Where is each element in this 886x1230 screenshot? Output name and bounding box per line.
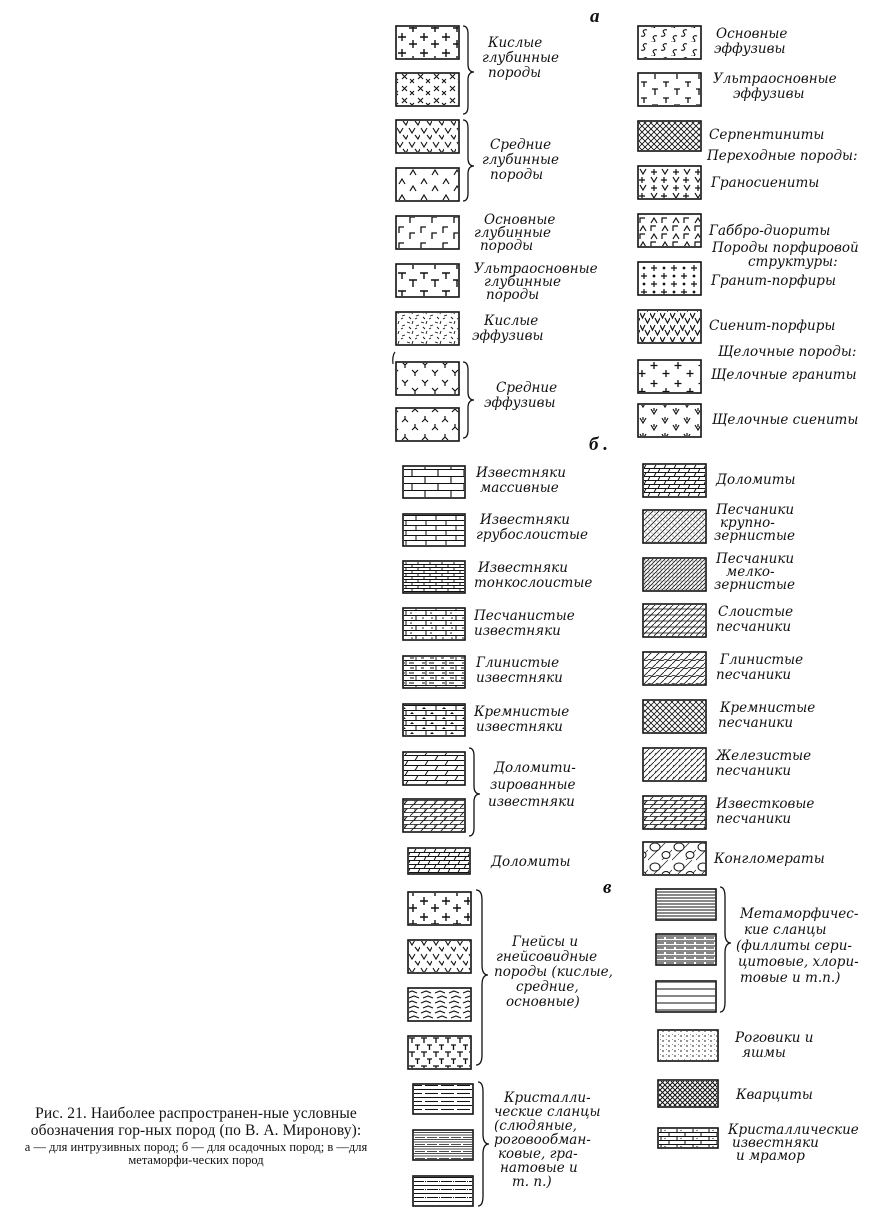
label-basic-intrusive: Основные глубинные породы <box>474 212 556 254</box>
swatch-alkaline-granite <box>638 360 701 393</box>
swatch-clayey-limestone <box>403 656 465 688</box>
label-transitional-rocks: Переходные породы: <box>707 148 858 164</box>
swatch-intermediate-intrusive-1 <box>396 120 459 153</box>
swatch-sandstone-fine <box>643 558 706 591</box>
label-acid-intrusive: Кислые глубинные породы <box>482 35 559 81</box>
label-limestone-massive: Известняки массивные <box>476 465 566 496</box>
label-sandy-limestone: Песчанистые известняки <box>474 608 575 639</box>
label-sandstone-fine: Песчаники мелко-зернистые <box>714 551 795 593</box>
swatch-metamorphic-schist-3 <box>656 981 716 1012</box>
swatch-quartzite <box>658 1080 718 1107</box>
label-alkaline-syenite: Щелочные сиениты <box>712 412 859 428</box>
swatch-gneiss-1 <box>408 892 471 925</box>
section-a-letter: а <box>590 6 600 27</box>
label-siliceous-limestone: Кремнистые известняки <box>474 704 570 735</box>
swatch-dolomitized-limestone-2 <box>403 799 465 832</box>
swatch-alkaline-syenite <box>638 404 701 437</box>
brace-intermediate-intrusive <box>463 120 474 201</box>
label-sandstone-bedded: Слоистые песчаники <box>716 604 794 635</box>
swatch-sandstone-bedded <box>643 604 706 637</box>
label-basic-effusive: Основные эффузивы <box>714 26 788 57</box>
swatch-gneiss-4 <box>408 1036 471 1069</box>
brace-intermediate-effusive <box>463 362 474 438</box>
brace-gneiss <box>476 890 488 1065</box>
swatch-metamorphic-schist-1 <box>656 889 716 920</box>
swatch-hornfels <box>658 1030 718 1061</box>
label-quartzite: Кварциты <box>736 1087 813 1103</box>
label-dolomite-left: Доломиты <box>491 854 571 870</box>
swatch-crystalline-schist-1 <box>413 1084 473 1114</box>
label-metamorphic-schist: Метаморфичес-кие сланцы (филлиты сери-цитовые, хлори-товые и т.п.) <box>736 906 859 986</box>
label-marble: Кристаллические известняки и мрамор <box>728 1122 859 1164</box>
swatch-limestone-coarse-bedded <box>403 514 465 546</box>
label-limestone-thin-bedded: Известняки тонкослоистые <box>474 560 593 591</box>
swatch-ultrabasic-intrusive <box>396 264 459 297</box>
swatch-dolomite-left <box>408 848 470 874</box>
swatch-limestone-thin-bedded <box>403 561 465 593</box>
swatch-sandstone-coarse <box>643 510 706 543</box>
label-hornfels: Роговики и яшмы <box>735 1030 814 1061</box>
swatch-basic-intrusive <box>396 216 459 249</box>
figure-caption <box>22 1105 370 1167</box>
label-porphyritic-rocks: Породы порфировой структуры: <box>712 240 859 270</box>
swatch-gneiss-2 <box>408 940 471 973</box>
label-granosyenite: Граносиениты <box>711 175 820 191</box>
section-b-letter: б . <box>589 434 608 455</box>
caption-subtitle: а — для интрузивных пород; б — для осадочных пород; в —для метаморфи-ческих пород <box>24 1140 368 1167</box>
swatch-granosyenite <box>638 166 701 199</box>
label-ultrabasic-intrusive: Ультраосновные глубинные породы <box>474 261 598 303</box>
swatch-basic-effusive <box>638 26 701 59</box>
label-serpentinite: Серпентиниты <box>709 127 825 143</box>
label-sandstone-clayey: Глинистые песчаники <box>716 652 804 683</box>
label-limestone-coarse-bedded: Известняки грубослоистые <box>476 512 588 543</box>
swatch-crystalline-schist-2 <box>413 1130 473 1160</box>
swatch-gneiss-3 <box>408 988 471 1021</box>
label-dolomitized-limestone: Доломити-зированные известняки <box>488 760 576 810</box>
brace-acid-intrusive <box>463 26 474 114</box>
brace-crystalline-schist <box>478 1082 489 1206</box>
label-sandstone-siliceous: Кремнистые песчаники <box>718 700 816 731</box>
swatch-acid-effusive <box>396 312 459 345</box>
swatch-dolomite-right <box>643 464 706 497</box>
label-syenite-porphyry: Сиенит-порфиры <box>709 318 836 334</box>
label-gneiss: Гнейсы и гнейсовидные породы (кислые, средние, основные) <box>494 934 613 1010</box>
label-sandstone-ferruginous: Железистые песчаники <box>716 748 812 779</box>
swatch-acid-intrusive-1 <box>396 26 459 59</box>
label-crystalline-schist: Кристалли-ческие сланцы (слюдяные, роговообман-ковые, гра-натовые и т. п.) <box>494 1090 601 1190</box>
swatch-limestone-massive <box>403 466 465 498</box>
swatch-granite-porphyry <box>638 262 701 295</box>
swatch-conglomerate <box>643 842 706 875</box>
swatch-sandstone-calcareous <box>643 796 706 829</box>
label-gabbro-diorite: Габбро-диориты <box>709 223 831 239</box>
label-intermediate-effusive: Средние эффузивы <box>484 380 558 411</box>
label-alkaline-granite: Щелочные граниты <box>711 367 857 383</box>
swatch-siliceous-limestone <box>403 704 465 736</box>
label-acid-effusive: Кислые эффузивы <box>472 313 544 344</box>
label-granite-porphyry: Гранит-порфиры <box>711 273 836 289</box>
brace-intermediate-effusive-left <box>393 352 395 364</box>
swatch-sandy-limestone <box>403 608 465 640</box>
swatch-intermediate-effusive-1 <box>396 362 459 395</box>
swatch-intermediate-effusive-2 <box>396 408 459 441</box>
swatch-crystalline-schist-3 <box>413 1176 473 1206</box>
label-ultrabasic-effusive: Ультраосновные эффузивы <box>713 71 837 102</box>
swatch-serpentinite <box>638 121 701 151</box>
label-sandstone-calcareous: Известковые песчаники <box>716 796 815 827</box>
swatch-ultrabasic-effusive <box>638 73 701 106</box>
swatch-syenite-porphyry <box>638 310 701 343</box>
swatch-sandstone-clayey <box>643 652 706 685</box>
label-alkaline-rocks: Щелочные породы: <box>718 344 857 360</box>
label-dolomite-right: Доломиты <box>716 472 796 488</box>
label-clayey-limestone: Глинистые известняки <box>476 655 563 686</box>
label-intermediate-intrusive: Средние глубинные породы <box>482 137 559 183</box>
swatch-metamorphic-schist-2 <box>656 934 716 965</box>
swatch-sandstone-siliceous <box>643 700 706 733</box>
swatch-dolomitized-limestone-1 <box>403 752 465 785</box>
brace-dolomitized-limestone <box>469 748 480 836</box>
swatch-sandstone-ferruginous <box>643 748 706 781</box>
section-v-letter: в <box>603 877 612 898</box>
label-conglomerate: Конгломераты <box>714 851 825 867</box>
swatch-intermediate-intrusive-2 <box>396 168 459 201</box>
brace-metamorphic-schist <box>720 887 731 1012</box>
swatch-marble <box>658 1128 718 1148</box>
swatch-acid-intrusive-2 <box>396 73 459 106</box>
label-sandstone-coarse: Песчаники крупно-зернистые <box>714 502 795 544</box>
caption-title: Рис. 21. Наиболее распространен-ные условные обозначения гор-ных пород (по В. А. Миронову): <box>30 1105 362 1139</box>
swatch-gabbro-diorite <box>638 214 701 247</box>
